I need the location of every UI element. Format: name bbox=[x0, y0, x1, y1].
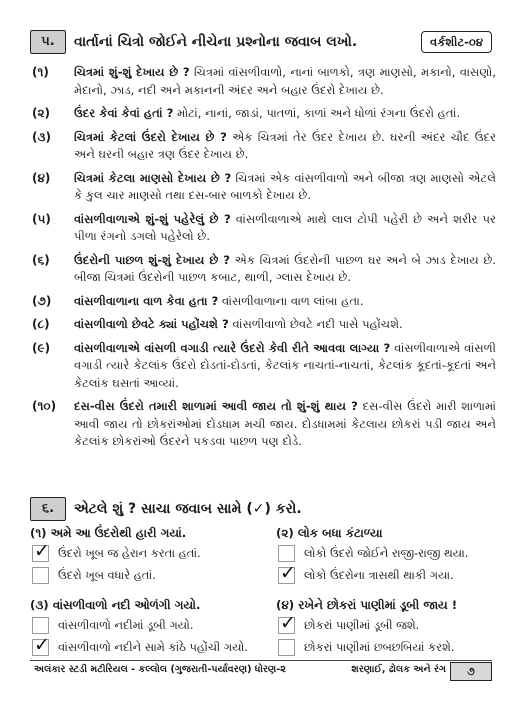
option-text: છોકરાં પાણીમાં ડૂબી જશે. bbox=[304, 618, 420, 632]
answer-text: ચિત્રમાં વાંસળીવાળો, નાનાં બાળકો, ત્રણ માણસો, મકાનો, વાસણો, મેદાનો, ઝાડ, નદી અને મકાનની અંદર અને બહાર ઉંદરો દેખાય છે. bbox=[74, 65, 497, 97]
answer-text: વાંસળીવાળાએ માથે લાલ ટોપી પહેરી છે અને શરીર પર પીળા રંગનો ડગલો પહેરેલો છે. bbox=[74, 211, 497, 243]
check-mark-icon: ✓ bbox=[280, 562, 296, 584]
answer-option bbox=[276, 564, 496, 586]
answer-text: ચિત્રમાં એક વાંસળીવાળો અને બીજા ત્રણ માણસો એટલે કે કુલ ચાર માણસો તથા દસ-બાર બાળકો દેખાય છે. bbox=[74, 170, 497, 202]
question-text: વાંસળીવાળાના વાળ કેવા હતા ? bbox=[74, 293, 219, 308]
option-text: ઉંદરો ખૂબ વધારે હતાં. bbox=[58, 568, 156, 582]
question-number: (૪) bbox=[32, 170, 51, 185]
option-text: છોકરાં પાણીમાં છબછબિયાં કરશે. bbox=[304, 640, 455, 654]
question-item bbox=[30, 340, 496, 393]
answer-option bbox=[30, 564, 250, 586]
section-5-header bbox=[30, 30, 492, 54]
section-6-number: ૬. bbox=[30, 497, 66, 521]
question-number: (૫) bbox=[32, 211, 51, 226]
checked-checkbox[interactable] bbox=[32, 634, 50, 656]
question-item bbox=[30, 105, 496, 123]
empty-checkbox[interactable] bbox=[32, 567, 49, 584]
answer-option bbox=[276, 542, 496, 564]
option-group-title: (૨) લોક બધા કંટાળ્યા bbox=[276, 526, 383, 540]
question-item bbox=[30, 170, 496, 205]
answer-option bbox=[30, 614, 250, 636]
question-text: ચિત્રમાં કેટલાં ઉંદરો દેખાય છે ? bbox=[74, 129, 227, 144]
answer-text: દસ-વીસ ઉંદરો મારી શાળામાં આવી જાય તો છોકરાંઓમાં દોડધામ મચી જાય. દોડધામમાં કેટલાય છોકરાં પડી જાય અને કેટલાંક છોકરાંઓ ઉંદરને પકડવા પાછળ પણ દોડે. bbox=[74, 399, 496, 448]
question-text: વાંસળીવાળાએ વાંસળી વગાડી ત્યારે ઉંદરો કેવી રીતે આવવા લાગ્યા ? bbox=[74, 340, 391, 355]
question-text: ચિત્રમાં કેટલા માણસો દેખાય છે ? bbox=[74, 170, 232, 185]
worksheet-tag: વર્કશીટ-૦૪ bbox=[421, 31, 492, 53]
check-mark-icon: ✓ bbox=[280, 612, 296, 634]
answer-option bbox=[276, 636, 496, 658]
question-number: (૭) bbox=[32, 293, 52, 308]
question-item bbox=[30, 293, 496, 311]
option-group bbox=[30, 524, 250, 586]
question-item bbox=[30, 252, 496, 287]
checked-checkbox[interactable] bbox=[278, 562, 296, 584]
footer-book-title: અલંકાર સ્ટડી મટીરિયલ - કલ્લોલ (ગુજરાતી-પર્યાવરણ) ધોરણ-૨ bbox=[34, 664, 286, 675]
footer-chapter: શરણાઈ, ઢોલક અને રંગ bbox=[351, 664, 446, 675]
question-item bbox=[30, 211, 496, 246]
option-group bbox=[276, 596, 496, 658]
option-text: ઉંદરો ખૂબ જ હેરાન કરતા હતાં. bbox=[58, 546, 201, 560]
section-6-header bbox=[30, 497, 496, 521]
checked-checkbox[interactable] bbox=[32, 540, 50, 562]
empty-checkbox[interactable] bbox=[278, 545, 295, 562]
answer-text: એક ચિત્રમાં તેર ઉંદર દેખાય છે. ઘરની અંદર ચૌદ ઉંદર અને ઘરની બહાર ત્રણ ઉંદર દેખાય છે. bbox=[74, 129, 496, 161]
question-text: ઉંદર કેવાં કેવાં હતાં ? bbox=[74, 106, 174, 120]
question-text: ઉંદરોની પાછળ શું-શું દેખાય છે ? bbox=[74, 252, 230, 267]
question-text: વાંસળીવાળો છેવટે ક્યાં પહોંચશે ? bbox=[74, 317, 229, 331]
section-5-title: વાર્તાનાં ચિત્રો જોઈને નીચેના પ્રશ્નોના જવાબ લખો. bbox=[74, 34, 358, 50]
option-group bbox=[276, 524, 496, 586]
page-number: ૭ bbox=[450, 662, 492, 681]
empty-checkbox[interactable] bbox=[278, 639, 295, 656]
option-group bbox=[30, 596, 250, 658]
checked-checkbox[interactable] bbox=[278, 612, 296, 634]
answer-text: વાંસળીવાળાએ વાંસળી વગાડી ત્યારે કેટલાંક ઉંદરો દોડતાં-દોડતાં, કેટલાંક નાચતાં-નાચતાં, કેટલાંક કૂદતાં-કૂદતાં અને કેટલાંક ઘસતાં આવ્યાં. bbox=[74, 340, 496, 390]
question-number: (૩) bbox=[32, 129, 51, 144]
option-text: વાંસળીવાળો નદીને સામે કાંઠે પહોંચી ગયો. bbox=[58, 640, 248, 654]
question-text: ચિત્રમાં શું-શું દેખાય છે ? bbox=[74, 65, 190, 79]
option-text: વાંસળીવાળો નદીમાં ડૂબી ગયો. bbox=[58, 618, 194, 632]
question-item bbox=[30, 316, 496, 334]
question-item bbox=[30, 129, 496, 164]
question-text: દસ-વીસ ઉંદરો તમારી શાળામાં આવી જાય તો શું-શું થાય ? bbox=[74, 399, 358, 413]
question-number: (૯) bbox=[32, 340, 51, 355]
option-group-title: (૧) અમે આ ઉંદરોથી હારી ગયાં. bbox=[30, 526, 187, 540]
question-number: (૧૦) bbox=[32, 399, 57, 413]
section-6-title: એટલે શું ? સાચા જવાબ સામે (✓) કરો. bbox=[74, 501, 302, 517]
options-grid bbox=[30, 524, 496, 654]
question-number: (૮) bbox=[32, 317, 50, 331]
question-list bbox=[30, 64, 496, 457]
question-number: (૧) bbox=[32, 65, 49, 79]
empty-checkbox[interactable] bbox=[32, 617, 49, 634]
answer-option bbox=[30, 542, 250, 564]
section-5-number: ૫. bbox=[30, 30, 66, 54]
answer-text: એક ચિત્રમાં ઉંદરોની પાછળ ઘર અને બે ઝાડ દેખાય છે. બીજા ચિત્રમાં ઉંદરોની પાછળ કબાટ, થાળી, ગ્લાસ દેખાય છે. bbox=[74, 252, 496, 284]
option-group-title: (૪) રખેને છોકરાં પાણીમાં ડૂબી જાય ! bbox=[276, 598, 458, 612]
question-text: વાંસળીવાળાએ શું-શું પહેરેલું છે ? bbox=[74, 211, 231, 226]
question-number: (૨) bbox=[32, 106, 51, 120]
question-item bbox=[30, 398, 496, 451]
answer-text: મોટાં, નાનાં, જાડાં, પાતળાં, કાળાં અને ધોળાં રંગના ઉંદરો હતાં. bbox=[177, 106, 461, 120]
answer-text: વાંસળીવાળો છેવટે નદી પાસે પહોંચશે. bbox=[232, 317, 403, 331]
page-footer bbox=[30, 660, 492, 681]
answer-option bbox=[30, 636, 250, 658]
question-item bbox=[30, 64, 496, 99]
answer-text: વાંસળીવાળાના વાળ લાંબા હતા. bbox=[221, 293, 364, 308]
option-text: લોકો ઉંદરો જોઈને રાજી-રાજી થયા. bbox=[304, 546, 469, 560]
check-mark-icon: ✓ bbox=[34, 540, 50, 562]
option-text: લોકો ઉંદરોના ત્રાસથી થાકી ગયા. bbox=[304, 568, 454, 582]
question-number: (૬) bbox=[32, 252, 50, 267]
check-mark-icon: ✓ bbox=[34, 634, 50, 656]
option-group-title: (૩) વાંસળીવાળો નદી ઓળંગી ગયો. bbox=[30, 598, 201, 612]
answer-option bbox=[276, 614, 496, 636]
